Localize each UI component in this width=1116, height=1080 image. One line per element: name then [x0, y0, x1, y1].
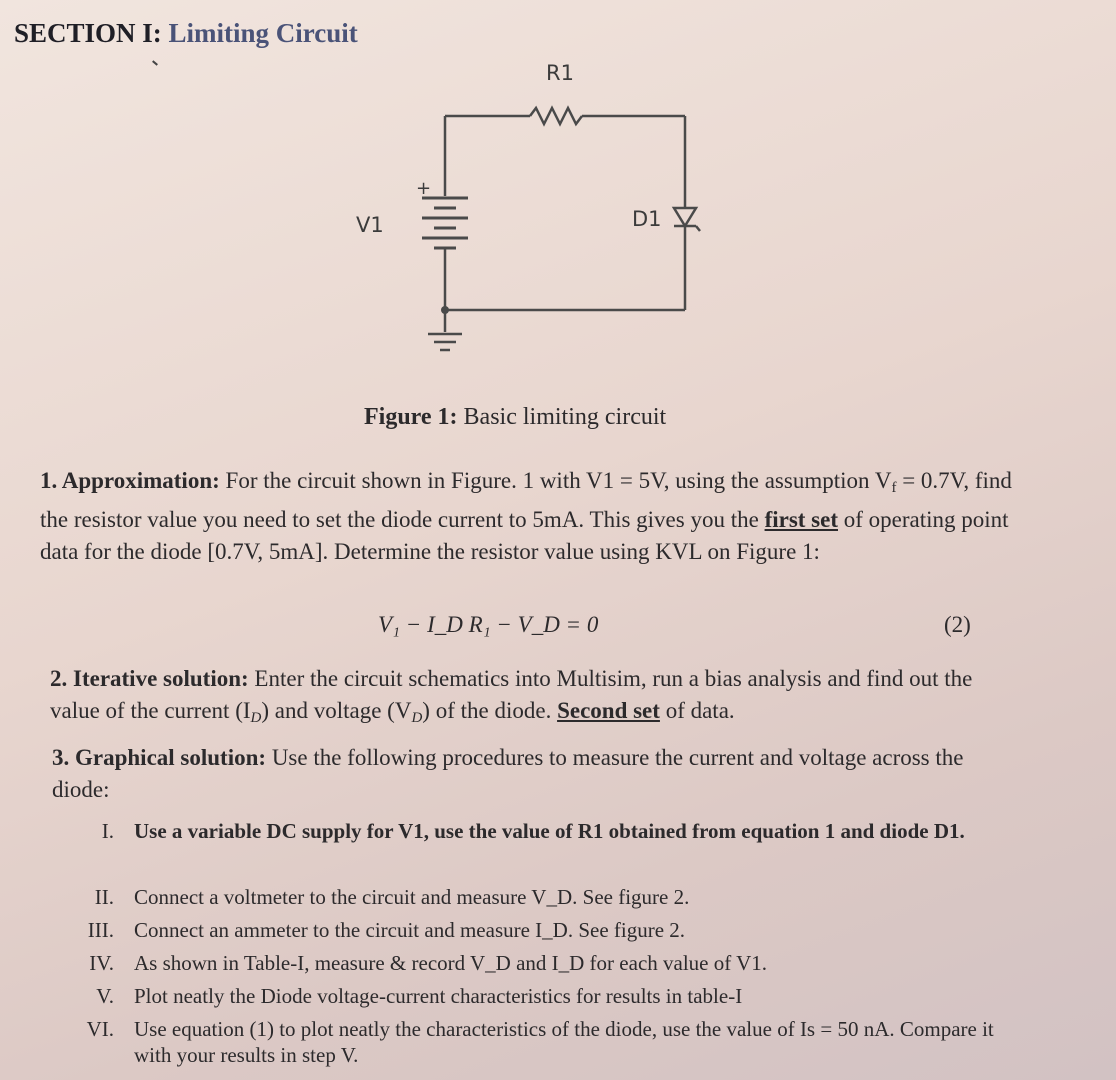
list-item-text: Connect a voltmeter to the circuit and measure V_D. See figure 2. — [134, 885, 690, 909]
label-d1: D1 — [632, 207, 662, 231]
list-item-text: As shown in Table-I, measure & record V_D and I_D for each value of V1. — [134, 951, 768, 975]
section-title — [14, 18, 358, 49]
list-item-number: III. — [87, 918, 114, 942]
approximation-text-c: of operating point data for the diode [0.7V, 5mA]. Determine the resistor value using KVL on Figure 1: — [40, 507, 1009, 564]
first-set-link: first set — [764, 507, 838, 532]
vf-subscript: f — [891, 480, 897, 496]
graphical-heading: 3. Graphical solution: — [52, 745, 267, 770]
list-item-text: Connect an ammeter to the circuit and measure I_D. See figure 2. — [134, 918, 686, 942]
list-item-number: V. — [96, 984, 114, 1008]
list-item-number: VI. — [86, 1017, 114, 1041]
figure-caption — [364, 404, 666, 431]
label-plus: + — [416, 178, 432, 199]
label-r1: R1 — [546, 61, 574, 85]
paragraph-iterative — [50, 663, 1020, 734]
junction-dot — [441, 306, 449, 314]
list-item-text: Plot neatly the Diode voltage-current characteristics for results in table-I — [134, 984, 743, 1008]
kvl-equation: V₁ − I_D R₁ − V_D = 0 — [378, 612, 599, 637]
vd-subscript: D — [411, 710, 423, 726]
graphical-text: Use the following procedures to measure the current and voltage across the diode: — [52, 745, 964, 802]
second-set-link: Second set — [557, 698, 660, 723]
iterative-text-b: ) and voltage (V — [261, 698, 412, 723]
iterative-text-a: Enter the circuit schematics into Multisim, run a bias analysis and find out the value of the current (I — [50, 666, 973, 723]
stray-mark — [152, 60, 158, 65]
approximation-heading: 1. Approximation: — [40, 468, 220, 493]
label-v1: V1 — [356, 213, 384, 237]
list-item-text: Use equation (1) to plot neatly the characteristics of the diode, use the value of Is = 50 nA. Compare it with your results in step V. — [134, 1017, 994, 1067]
diode-d1-symbol — [674, 208, 700, 231]
figure-caption-text: Basic limiting circuit — [457, 404, 667, 430]
list-item-number: IV. — [89, 951, 114, 975]
iterative-text-c: ) of the diode. — [422, 698, 558, 723]
iterative-text-d: of data. — [659, 698, 735, 723]
circuit-diagram — [330, 50, 710, 380]
approximation-text-b: = 0.7V, find the resistor value you need to set the diode current to 5mA. This gives you the — [40, 468, 1012, 532]
equation-number: (2) — [944, 612, 971, 637]
paragraph-graphical — [52, 742, 1022, 806]
resistor-r1-symbol — [530, 108, 582, 124]
section-title-text: Limiting Circuit — [168, 18, 358, 48]
paragraph-approximation — [40, 465, 1020, 568]
id-subscript: D — [250, 710, 262, 726]
list-item-number: II. — [94, 885, 114, 909]
iterative-heading: 2. Iterative solution: — [50, 666, 249, 691]
list-item-number: I. — [101, 819, 114, 843]
section-title-prefix: SECTION I: — [14, 18, 169, 48]
figure-caption-label: Figure 1: — [364, 404, 458, 430]
list-item-text: Use a variable DC supply for V1, use the value of R1 obtained from equation 1 and diode D1. — [134, 819, 965, 843]
approximation-text-a: For the circuit shown in Figure. 1 with V1 = 5V, using the assumption V — [219, 468, 892, 493]
